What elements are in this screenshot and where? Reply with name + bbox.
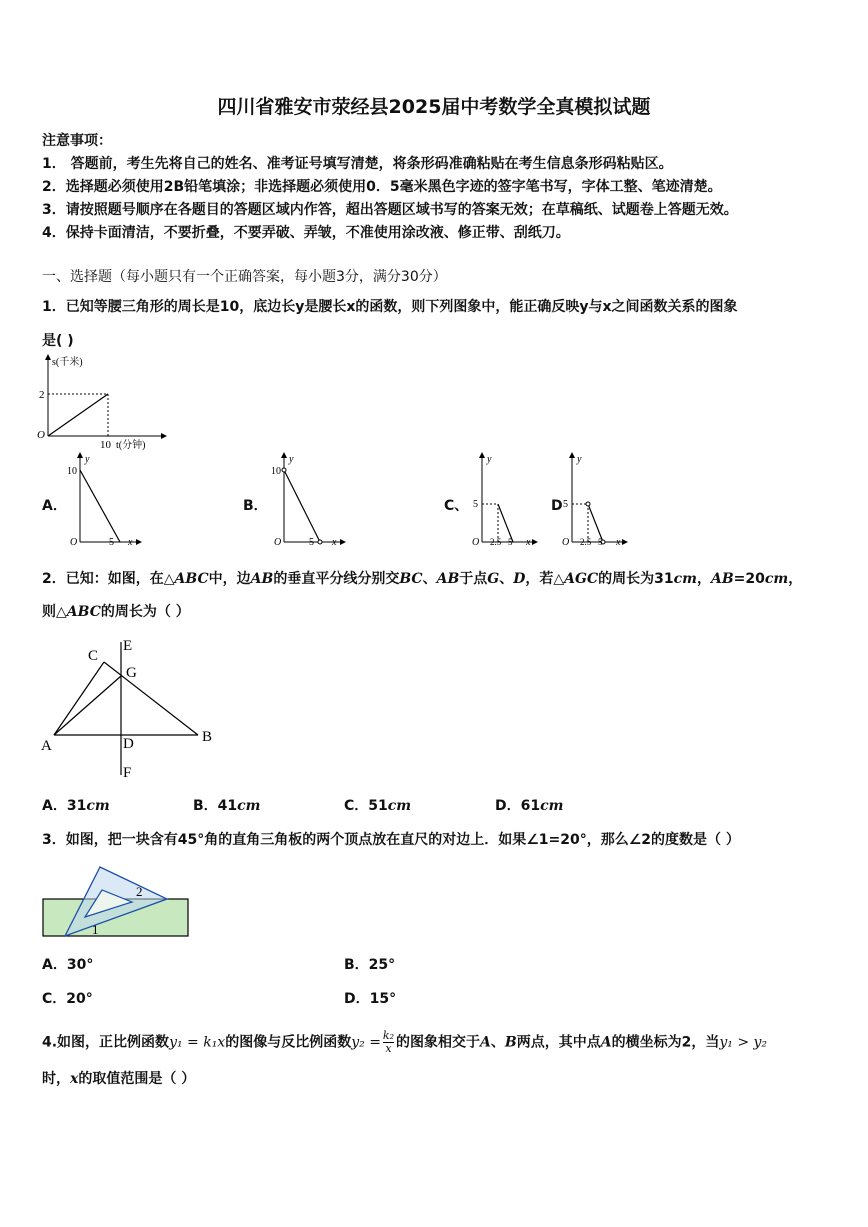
q1-b-xtick: 5 bbox=[309, 537, 314, 548]
q1-a-x-axis-label: x bbox=[128, 537, 133, 548]
q2-label-d: D bbox=[123, 736, 134, 752]
q2-option-a: A．31cm bbox=[42, 798, 110, 814]
q1-option-c-graph bbox=[468, 452, 540, 552]
q1-text-line1: 1．已知等腰三角形的周长是10，底边长y是腰长x的函数，则下列图象中，能正确反映y与x之间函数关系的图象 bbox=[42, 299, 738, 315]
q1-a-xtick: 5 bbox=[109, 537, 114, 548]
page-title: 四川省雅安市荥经县2025届中考数学全真模拟试题 bbox=[217, 96, 651, 118]
q1-c-x-axis-label: x bbox=[526, 537, 531, 548]
q1-option-b-label: B． bbox=[243, 498, 268, 514]
q1-d-x-axis-label: x bbox=[616, 537, 621, 548]
q1-d-y-axis-label: y bbox=[577, 454, 582, 465]
q4-text-line1: 4.如图，正比例函数y₁ = k₁x的图像与反比例函数y₂ = $\frac{\text{k₂}}{x}$ 的图象相交于A、B两点，其中点A的横坐标为2，当y₁ > y₂ bbox=[42, 1029, 768, 1055]
q2-label-f: F bbox=[123, 765, 132, 781]
q1-option-b-graph bbox=[268, 452, 348, 552]
q1-a-origin: O bbox=[70, 537, 78, 548]
q3-option-a: A．30° bbox=[42, 957, 94, 973]
q2-text-line2: 则△ABC的周长为（ ） bbox=[42, 604, 190, 620]
q1-reference-graph bbox=[36, 354, 166, 449]
q1-ref-ytick: 2 bbox=[39, 389, 45, 401]
notice-item-3: 3．请按照题号顺序在各题目的答题区域内作答，超出答题区域书写的答案无效；在草稿纸、试题卷上答题无效。 bbox=[42, 202, 738, 218]
notice-item-1: 1． 答题前，考生先将自己的姓名、准考证号填写清楚，将条形码准确粘贴在考生信息条形码粘贴区。 bbox=[42, 156, 673, 172]
notice-item-4: 4．保持卡面清洁，不要折叠，不要弄破、弄皱，不准使用涂改液、修正带、刮纸刀。 bbox=[42, 225, 570, 241]
notice-item-2: 2．选择题必须使用2B铅笔填涂；非选择题必须使用0．5毫米黑色字迹的签字笔书写，字体工整、笔迹清楚。 bbox=[42, 179, 722, 195]
q4-text-line2: 时，x的取值范围是（ ） bbox=[42, 1071, 196, 1087]
q2-option-c: C．51cm bbox=[344, 798, 412, 814]
q1-b-origin: O bbox=[274, 537, 282, 548]
q1-c-ytick: 5 bbox=[473, 499, 478, 510]
q3-angle-1-label: 1 bbox=[92, 922, 99, 937]
q3-option-c: C．20° bbox=[42, 991, 93, 1007]
q1-c-origin: O bbox=[472, 537, 480, 548]
q1-d-origin: O bbox=[562, 537, 570, 548]
q2-text-line1: 2．已知：如图，在△ABC中，边AB的垂直平分线分别交BC、AB于点G、D，若△AGC的周长为31cm，AB=20cm， bbox=[42, 571, 803, 587]
q3-option-b: B．25° bbox=[344, 957, 396, 973]
q1-c-xtick-2: 5 bbox=[508, 537, 513, 547]
q3-angle-2-label: 2 bbox=[136, 884, 143, 899]
q3-text: 3．如图，把一块含有45°角的直角三角板的两个顶点放在直尺的对边上．如果∠1=20°，那么∠2的度数是（ ） bbox=[42, 832, 740, 848]
q1-ref-xlabel: t(分钟) bbox=[116, 440, 146, 451]
q2-label-a: A bbox=[41, 738, 52, 754]
q4-condition: y₁ > y₂ bbox=[719, 1034, 768, 1051]
q1-ref-xtick: 10 bbox=[100, 439, 111, 451]
q1-option-d-label: D bbox=[551, 498, 563, 514]
q2-option-d: D．61cm bbox=[495, 798, 564, 814]
q2-triangle-figure bbox=[40, 632, 225, 782]
notice-heading: 注意事项： bbox=[42, 133, 112, 149]
q1-c-y-axis-label: y bbox=[487, 454, 492, 465]
q1-ref-origin: O bbox=[37, 429, 45, 441]
q1-a-ytick: 10 bbox=[67, 466, 77, 477]
q3-ruler-triangle-figure bbox=[40, 862, 195, 942]
q2-label-g: G bbox=[126, 665, 137, 681]
q1-d-xtick-2: 5 bbox=[598, 537, 603, 547]
q1-c-xtick-1: 2.5 bbox=[490, 537, 502, 547]
q2-label-e: E bbox=[123, 638, 133, 654]
q2-label-c: C bbox=[88, 648, 99, 664]
q1-text-line2: 是( ) bbox=[42, 333, 74, 349]
q1-b-x-axis-label: x bbox=[332, 537, 337, 548]
q1-b-y-axis-label: y bbox=[289, 454, 294, 465]
q1-option-a-label: A． bbox=[42, 498, 67, 514]
q1-d-xtick-1: 2.5 bbox=[580, 537, 592, 547]
q1-b-ytick: 10 bbox=[271, 466, 281, 477]
q4-fraction: $\frac{\text{k₂}}{x}$ bbox=[382, 1029, 394, 1055]
q2-option-b: B．41cm bbox=[193, 798, 261, 814]
q1-a-y-axis-label: y bbox=[85, 454, 90, 465]
q1-d-ytick: 5 bbox=[563, 499, 568, 510]
q1-option-c-label: C、 bbox=[444, 498, 469, 514]
q1-ref-ylabel: s(千米) bbox=[52, 357, 83, 368]
q1-option-a-graph bbox=[64, 452, 144, 552]
section-heading: 一、选择题（每小题只有一个正确答案，每小题3分，满分30分） bbox=[42, 269, 447, 285]
q2-label-b: B bbox=[202, 729, 213, 745]
q4-formula-y1: y₁ = k₁x bbox=[169, 1034, 226, 1051]
q1-option-d-graph bbox=[558, 452, 630, 552]
q4-formula-y2: y₂ = bbox=[351, 1034, 381, 1051]
q3-option-d: D．15° bbox=[344, 991, 397, 1007]
